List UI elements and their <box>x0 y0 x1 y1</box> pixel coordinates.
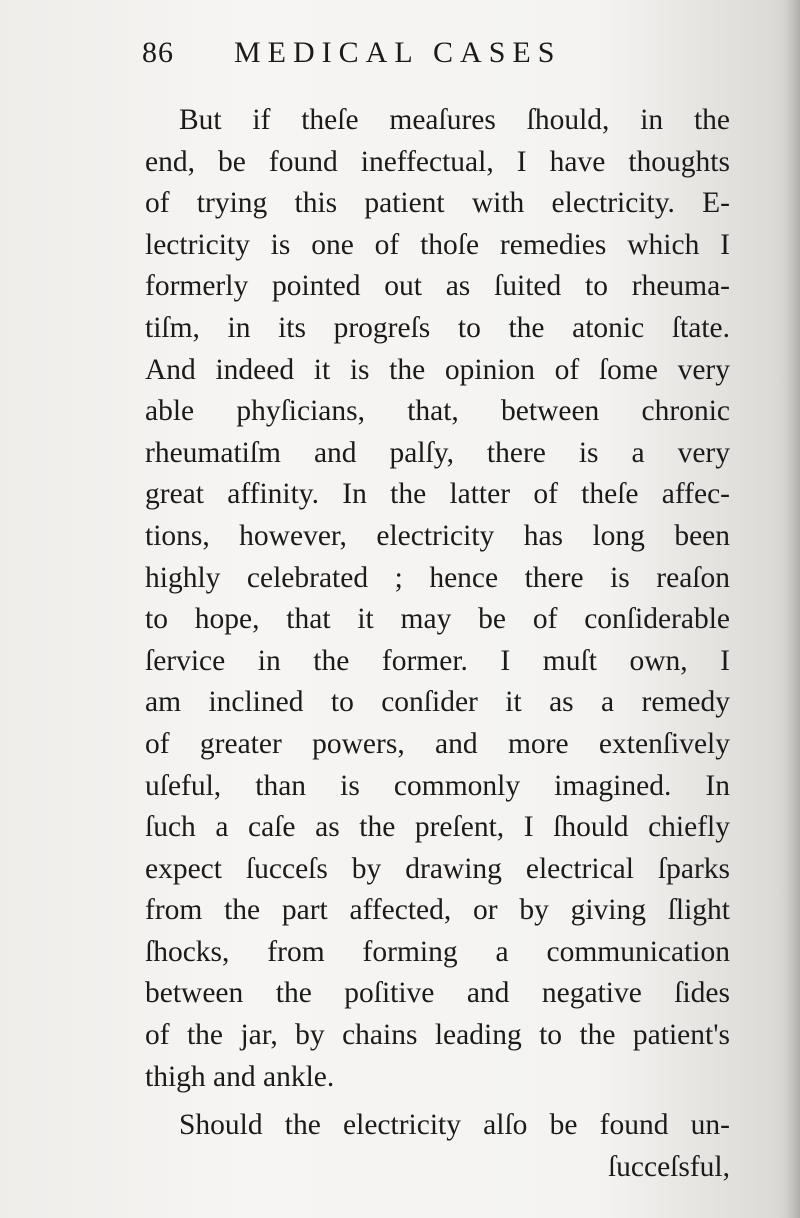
text-line: tiſm, in its progreſs to the atonic ſtate. <box>145 311 730 344</box>
text-line: thigh and ankle. <box>145 1060 335 1093</box>
text-line: great affinity. In the latter of theſe affec- <box>145 478 730 511</box>
text-line: Should the electricity alſo be found un- <box>179 1109 730 1142</box>
text-line: ſervice in the former. I muſt own, I <box>145 644 730 677</box>
running-head <box>142 36 662 76</box>
text-line: between the poſitive and negative ſides <box>145 977 730 1010</box>
text-line: lectricity is one of thoſe remedies which I <box>145 228 730 261</box>
text-line: am inclined to conſider it as a remedy <box>145 686 730 719</box>
text-line: rheumatiſm and palſy, there is a very <box>145 436 730 469</box>
text-line: And indeed it is the opinion of ſome very <box>145 353 730 386</box>
text-line: But if theſe meaſures ſhould, in the <box>179 104 730 136</box>
paragraph-2 <box>145 1105 730 1188</box>
text-line: of greater powers, and more extenſively <box>145 727 730 760</box>
page-number: 86 <box>142 36 174 69</box>
text-line: of the jar, by chains leading to the patient's <box>145 1019 730 1052</box>
paragraph-1 <box>145 100 730 1098</box>
text-line: ſhocks, from forming a communication <box>145 935 730 968</box>
running-title: MEDICAL CASES <box>234 36 562 69</box>
text-line: able phyſicians, that, between chronic <box>145 395 730 428</box>
text-line: formerly pointed out as ſuited to rheuma- <box>145 270 730 303</box>
text-line: highly celebrated ; hence there is reaſon <box>145 561 730 594</box>
text-line: expect ſucceſs by drawing electrical ſparks <box>145 852 730 885</box>
text-line: uſeful, than is commonly imagined. In <box>145 769 730 802</box>
text-line: to hope, that it may be of conſiderable <box>145 603 730 636</box>
text-line: end, be found ineffectual, I have thoughts <box>145 145 730 178</box>
body-text <box>145 100 730 1188</box>
text-line: from the part affected, or by giving ſlight <box>145 894 730 927</box>
text-line: ſuch a caſe as the preſent, I ſhould chiefly <box>145 811 730 844</box>
text-line: of trying this patient with electricity. E- <box>145 187 730 220</box>
text-line: tions, however, electricity has long been <box>145 519 730 552</box>
catchword: ſucceſsful, <box>607 1150 730 1183</box>
